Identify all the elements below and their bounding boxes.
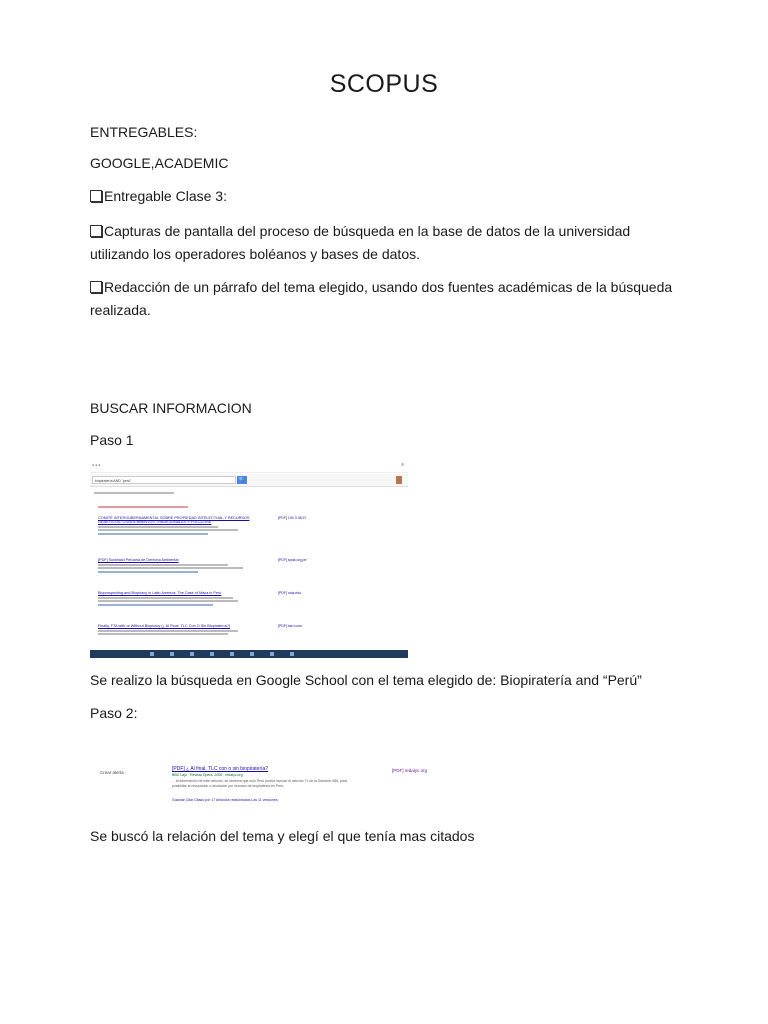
page-title: SCOPUS <box>329 70 439 98</box>
result-item <box>98 558 408 574</box>
result-item <box>98 591 408 607</box>
result-title: Bioprospecting and Biopiracy in Latin America: The Case of Maca in Perú <box>98 591 222 595</box>
result-links: Guardar Citar Citado por 17 Artículos relacionados Las 11 versiones <box>172 798 278 802</box>
deliverable-item <box>90 185 690 208</box>
step1-label: Paso 1 <box>90 432 134 448</box>
deliverable-item-text: Entregable Clase 3: <box>104 188 227 204</box>
checkbox-bullet-icon <box>90 190 102 202</box>
search-heading: BUSCAR INFORMACION <box>90 400 252 416</box>
results-meta <box>90 490 408 496</box>
result-description: ... la información de este artículo, se observa que solo Perú podría invocar el artículo 71 de la Decisión 486, para posibilitar la revocación o anulación por razones de biopiratería en Perú. <box>172 779 348 788</box>
create-alert-label: Crear alerta <box>100 770 124 775</box>
result-source: [PDF] 190.3.38.97 <box>278 516 307 520</box>
search-input: biopiratería AND "perú" <box>92 476 236 484</box>
source-line: GOOGLE,ACADEMIC <box>90 155 229 171</box>
step2-label: Paso 2: <box>90 705 138 721</box>
result-title: Finally, FTA with or Without Biopiracy (¿ Al Final, TLC Con O Sin Biopiratería?) <box>98 624 231 628</box>
checkbox-bullet-icon <box>90 281 102 293</box>
result-source: [PDF] spda.org.pe <box>278 558 307 562</box>
result-source: [PDF] redalyc.org <box>392 768 428 773</box>
result-title: COMITÉ INTERGUBERNAMENTAL SOBRE PROPIEDAD INTELECTUAL Y RECURSOS GENÉTICOS, CONOCIMIENTOS TRADICIONALES Y FOLCLORE <box>98 516 250 524</box>
result-title: [PDF] Sociedad Peruana de Derecho Ambiental <box>98 558 179 562</box>
suggestion-line <box>98 504 188 509</box>
result-item <box>98 516 408 536</box>
scholar-search-bar <box>90 474 408 487</box>
deliverable-item <box>90 220 690 266</box>
deliverable-item-text: Capturas de pantalla del proceso de búsqueda en la base de datos de la universidad utilizando los operadores boléanos y bases de datos. <box>90 223 631 262</box>
result-meta: BBO Lajo · Revista Ópera, 2006 · redalyc.org <box>172 773 243 777</box>
scholar-topbar: ● ● ● ☰ <box>90 460 408 473</box>
step1-caption: Se realizo la búsqueda en Google School con el tema elegido de: Biopiratería and “Perú” <box>90 672 642 688</box>
taskbar <box>90 650 408 658</box>
selected-result-screenshot <box>90 760 430 808</box>
result-item <box>98 624 408 637</box>
result-source: [PDF] ucla.edu <box>278 591 302 595</box>
search-icon: 🔍 <box>238 477 246 483</box>
avatar <box>396 476 402 484</box>
deliverable-item-text: Redacción de un párrafo del tema elegido, usando dos fuentes académicas de la búsqueda realizada. <box>90 279 673 318</box>
result-source: [PDF] ssrn.com <box>278 624 303 628</box>
deliverable-item <box>90 276 690 322</box>
search-results-screenshot <box>90 460 408 658</box>
step2-caption: Se buscó la relación del tema y elegí el que tenía mas citados <box>90 828 475 844</box>
result-title: [PDF] ¿ Al final, TLC con o sin biopiratería? <box>172 766 269 772</box>
deliverables-heading: ENTREGABLES: <box>90 124 198 140</box>
checkbox-bullet-icon <box>90 225 102 237</box>
